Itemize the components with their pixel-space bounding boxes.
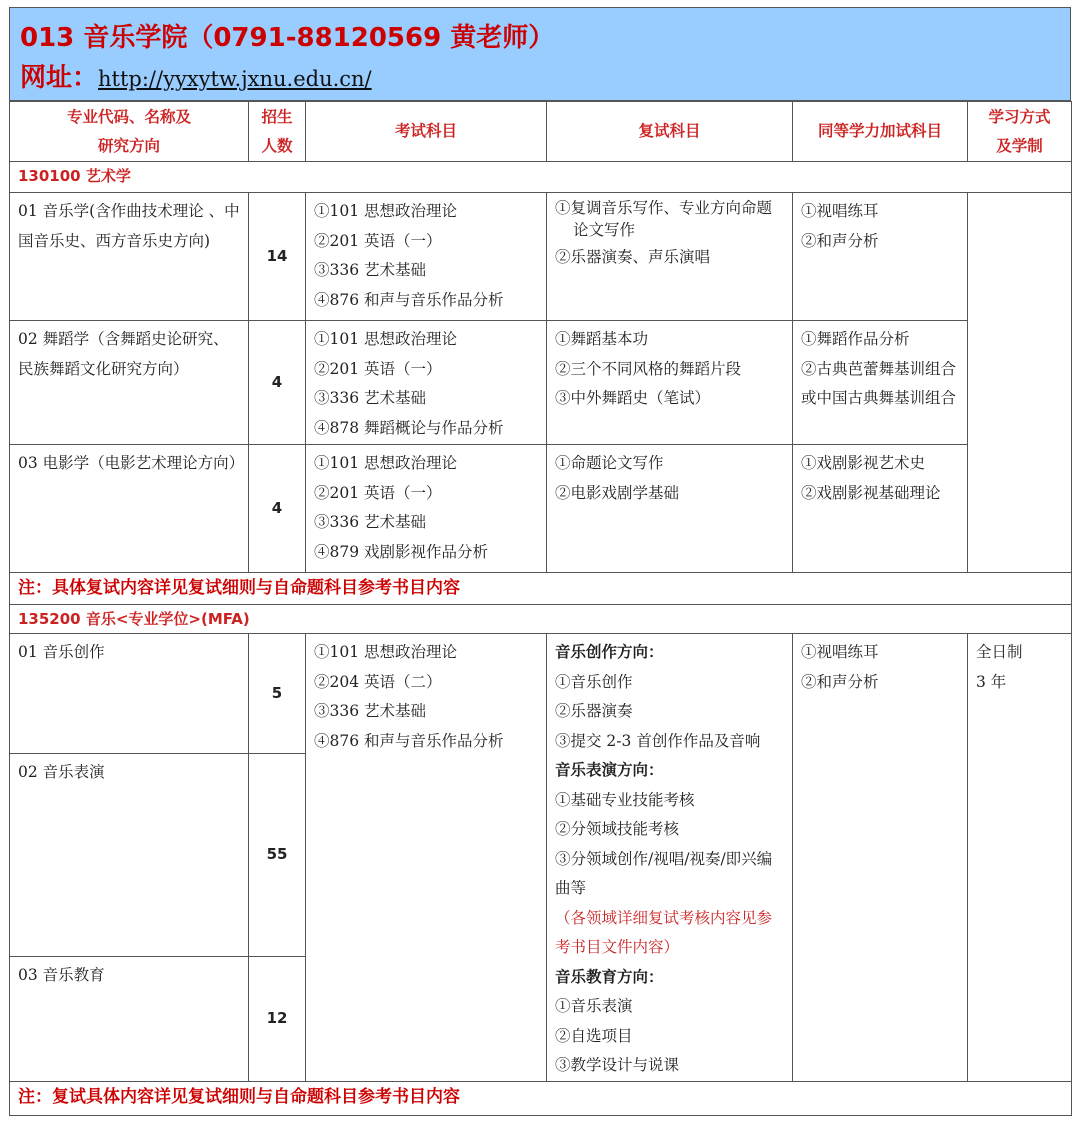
section-title-row bbox=[10, 162, 1072, 193]
header-quota: 招生 人数 bbox=[249, 102, 306, 162]
section1-note: 注：具体复试内容详见复试细则与自命题科目参考书目内容 bbox=[10, 573, 1072, 605]
college-title: 013 音乐学院（0791-88120569 黄老师） bbox=[20, 23, 555, 53]
admission-table bbox=[9, 101, 1072, 1116]
website-label: 网址： bbox=[20, 63, 99, 93]
section2-title: 135200 音乐<专业学位>(MFA) bbox=[10, 605, 1072, 634]
major-cell: 03 音乐教育 bbox=[10, 957, 249, 1081]
exam-cell: ①101 思想政治理论 ②201 英语（一） ③336 艺术基础 ④879 戏剧影视作品分析 bbox=[306, 445, 547, 573]
major-cell: 02 舞蹈学（含舞蹈史论研究、民族舞蹈文化研究方向） bbox=[10, 321, 249, 445]
section1-title: 130100 艺术学 bbox=[10, 162, 1072, 193]
retest-cell: ①舞蹈基本功 ②三个不同风格的舞蹈片段 ③中外舞蹈史（笔试） bbox=[547, 321, 793, 445]
website-link[interactable]: http://yyxytw.jxnu.edu.cn/ bbox=[98, 67, 372, 91]
major-cell: 01 音乐学(含作曲技术理论 、中国音乐史、西方音乐史方向) bbox=[10, 193, 249, 321]
document-page bbox=[9, 7, 1071, 1116]
major-cell: 03 电影学（电影艺术理论方向） bbox=[10, 445, 249, 573]
table-header-row bbox=[10, 102, 1072, 162]
header-mode: 学习方式 及学制 bbox=[968, 102, 1072, 162]
major-cell: 02 音乐表演 bbox=[10, 754, 249, 957]
quota-cell: 4 bbox=[249, 445, 306, 573]
note-row bbox=[10, 573, 1072, 605]
retest-performance-note: （各领域详细复试考核内容见参考书目文件内容） bbox=[555, 908, 773, 956]
quota-cell: 5 bbox=[249, 634, 306, 754]
table-row bbox=[10, 634, 1072, 754]
retest-cell: ①命题论文写作 ②电影戏剧学基础 bbox=[547, 445, 793, 573]
retest-cell: ①复调音乐写作、专业方向命题论文写作 ②乐器演奏、声乐演唱 bbox=[547, 193, 793, 321]
retest-cell: 音乐创作方向： ①音乐创作 ②乐器演奏 ③提交 2-3 首创作作品及音响 音乐表演方向： ①基础专业技能考核 ②分领域技能考核 ③分领域创作/视唱/视奏/即兴编曲等 （各领域详细复试考核内容见参考书目文件内容） 音乐教育方向： ①音乐表演 ②自选项目 ③教学设计与说课 bbox=[547, 634, 793, 1082]
table-row bbox=[10, 445, 1072, 573]
extra-cell: ①视唱练耳 ②和声分析 bbox=[793, 193, 968, 321]
extra-cell: ①舞蹈作品分析 ②古典芭蕾舞基训组合或中国古典舞基训组合 bbox=[793, 321, 968, 445]
quota-cell: 55 bbox=[249, 754, 306, 957]
quota-cell: 12 bbox=[249, 957, 306, 1081]
website-line bbox=[20, 58, 1060, 101]
table-row bbox=[10, 321, 1072, 445]
college-banner bbox=[9, 7, 1071, 101]
note-row bbox=[10, 1081, 1072, 1115]
section-title-row bbox=[10, 605, 1072, 634]
header-retest: 复试科目 bbox=[547, 102, 793, 162]
section2-note: 注：复试具体内容详见复试细则与自命题科目参考书目内容 bbox=[10, 1081, 1072, 1115]
header-major: 专业代码、名称及 研究方向 bbox=[10, 102, 249, 162]
extra-cell: ①视唱练耳 ②和声分析 bbox=[793, 634, 968, 1082]
quota-cell: 4 bbox=[249, 321, 306, 445]
table-row bbox=[10, 193, 1072, 321]
header-exam: 考试科目 bbox=[306, 102, 547, 162]
quota-cell: 14 bbox=[249, 193, 306, 321]
exam-cell: ①101 思想政治理论 ②201 英语（一） ③336 艺术基础 ④878 舞蹈概论与作品分析 bbox=[306, 321, 547, 445]
mode-cell: 全日制 3 年 bbox=[968, 634, 1072, 1082]
header-extra: 同等学力加试科目 bbox=[793, 102, 968, 162]
mode-cell-empty bbox=[968, 193, 1072, 573]
extra-cell: ①戏剧影视艺术史 ②戏剧影视基础理论 bbox=[793, 445, 968, 573]
exam-cell: ①101 思想政治理论 ②204 英语（二） ③336 艺术基础 ④876 和声与音乐作品分析 bbox=[306, 634, 547, 1082]
exam-cell: ①101 思想政治理论 ②201 英语（一） ③336 艺术基础 ④876 和声与音乐作品分析 bbox=[306, 193, 547, 321]
major-cell: 01 音乐创作 bbox=[10, 634, 249, 754]
